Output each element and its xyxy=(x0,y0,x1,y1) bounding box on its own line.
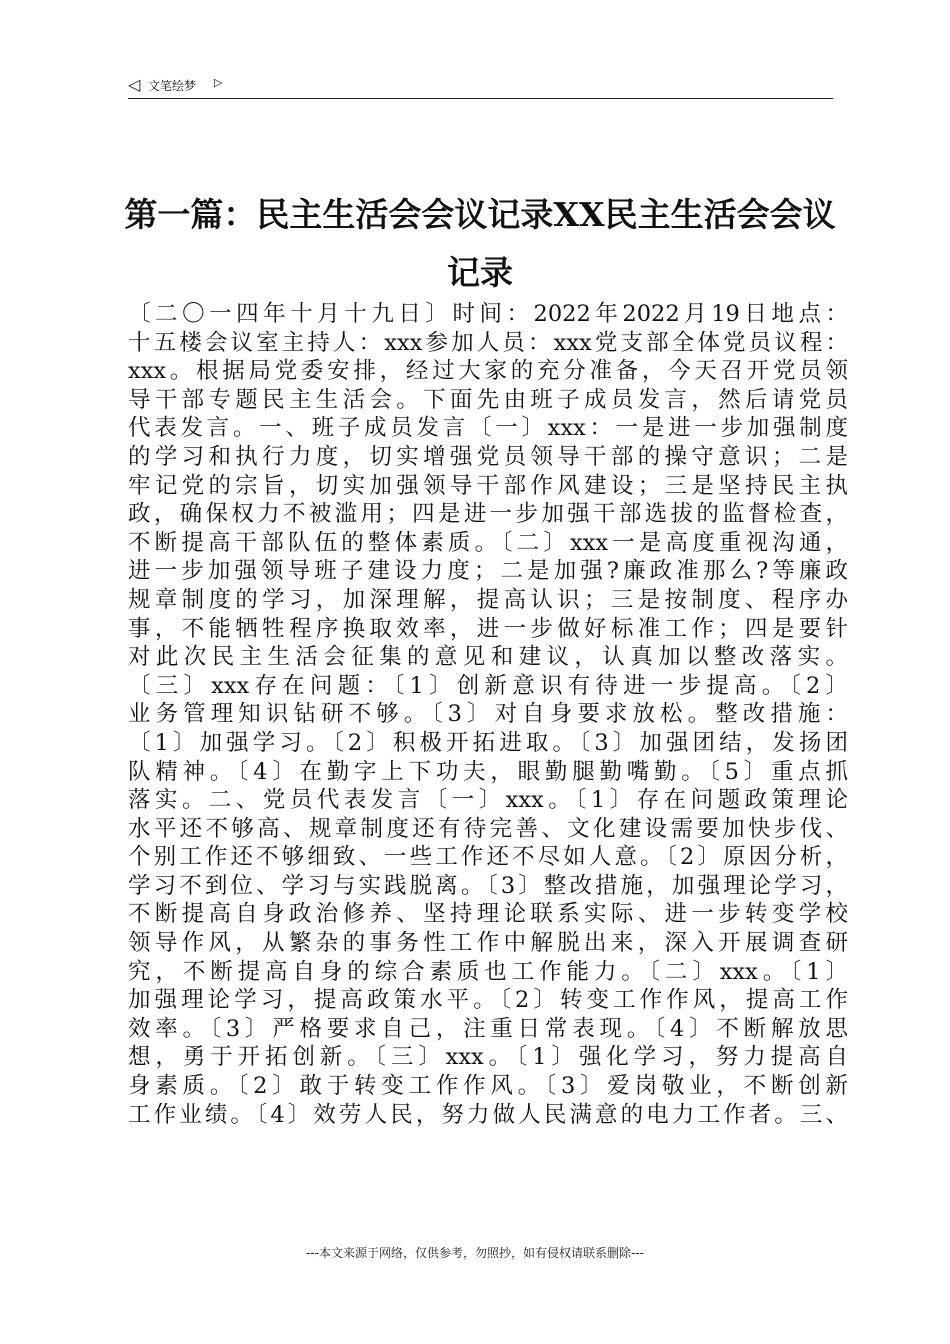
body-line: xxx。根据局党委安排，经过大家的充分准备，今天召开党员领 xyxy=(128,358,848,385)
page-footer: ---本文来源于网络，仅供参考，勿照抄，如有侵权请联系删除--- xyxy=(306,1246,644,1260)
body-line: 规章制度的学习，加深理解，提高认识；三是按制度、程序办 xyxy=(128,586,848,613)
body-line: 〔三〕xxx存在问题：〔1〕创新意识有待进一步提高。〔2〕 xyxy=(128,672,848,699)
body-line: 事，不能牺牲程序换取效率，进一步做好标准工作；四是要针 xyxy=(128,615,848,642)
body-line: 政，确保权力不被滥用；四是进一步加强干部选拔的监督检查， xyxy=(128,501,848,528)
body-line: 效率。〔3〕严格要求自己，注重日常表现。〔4〕不断解放思 xyxy=(128,1015,848,1042)
left-triangle-icon: ◁ xyxy=(128,75,141,94)
body-line: 工作业绩。〔4〕效劳人民，努力做人民满意的电力工作者。三、 xyxy=(128,1101,848,1128)
body-line: 对此次民主生活会征集的意见和建议，认真加以整改落实。 xyxy=(128,644,848,671)
body-line: 〔二〇一四年十月十九日〕时间：2022年2022月19日地点： xyxy=(128,301,848,327)
body-line: 进一步加强领导班子建设力度；二是加强?廉政准那么?等廉政 xyxy=(128,558,848,585)
body-line: 不断提高干部队伍的整体素质。〔二〕xxx一是高度重视沟通， xyxy=(128,529,848,556)
body-line: 十五楼会议室主持人：xxx参加人员：xxx党支部全体党员议程： xyxy=(128,329,848,356)
body-line: 业务管理知识钻研不够。〔3〕对自身要求放松。整改措施： xyxy=(128,701,848,728)
body-line: 代表发言。一、班子成员发言〔一〕xxx：一是进一步加强制度 xyxy=(128,415,848,442)
body-line: 〔1〕加强学习。〔2〕积极开拓进取。〔3〕加强团结，发扬团 xyxy=(128,729,848,756)
body-line: 学习不到位、学习与实践脱离。〔3〕整改措施，加强理论学习， xyxy=(128,872,848,899)
page-header xyxy=(128,76,833,99)
right-triangle-icon: ▷ xyxy=(214,76,223,89)
body-line: 牢记党的宗旨，切实加强领导干部作风建设；三是坚持民主执 xyxy=(128,472,848,499)
body-line: 究，不断提高自身的综合素质也工作能力。〔二〕xxx。〔1〕 xyxy=(128,958,848,985)
body-line: 不断提高自身政治修养、坚持理论联系实际、进一步转变学校 xyxy=(128,901,848,928)
body-line: 导干部专题民主生活会。下面先由班子成员发言，然后请党员 xyxy=(128,386,848,413)
document-title: 第一篇：民主生活会会议记录XX民主生活会会议记录 xyxy=(124,195,836,292)
body-line: 的学习和执行力度，切实增强党员领导干部的操守意识；二是 xyxy=(128,443,848,470)
body-line: 水平还不够高、规章制度还有待完善、文化建设需要加快步伐、 xyxy=(128,815,848,842)
body-line: 队精神。〔4〕在勤字上下功夫，眼勤腿勤嘴勤。〔5〕重点抓 xyxy=(128,758,848,785)
body-line: 想，勇于开拓创新。〔三〕xxx。〔1〕强化学习，努力提高自 xyxy=(128,1044,848,1071)
document-body xyxy=(128,300,848,1129)
body-line: 落实。二、党员代表发言〔一〕xxx。〔1〕存在问题政策理论 xyxy=(128,787,848,814)
body-line: 个别工作还不够细致、一些工作还不尽如人意。〔2〕原因分析， xyxy=(128,844,848,871)
body-line: 加强理论学习，提高政策水平。〔2〕转变工作作风，提高工作 xyxy=(128,987,848,1014)
body-line: 领导作风，从繁杂的事务性工作中解脱出来，深入开展调查研 xyxy=(128,930,848,957)
body-line: 身素质。〔2〕敢于转变工作作风。〔3〕爱岗敬业，不断创新 xyxy=(128,1073,848,1100)
brand-label: 文笔绘梦 xyxy=(148,79,197,93)
